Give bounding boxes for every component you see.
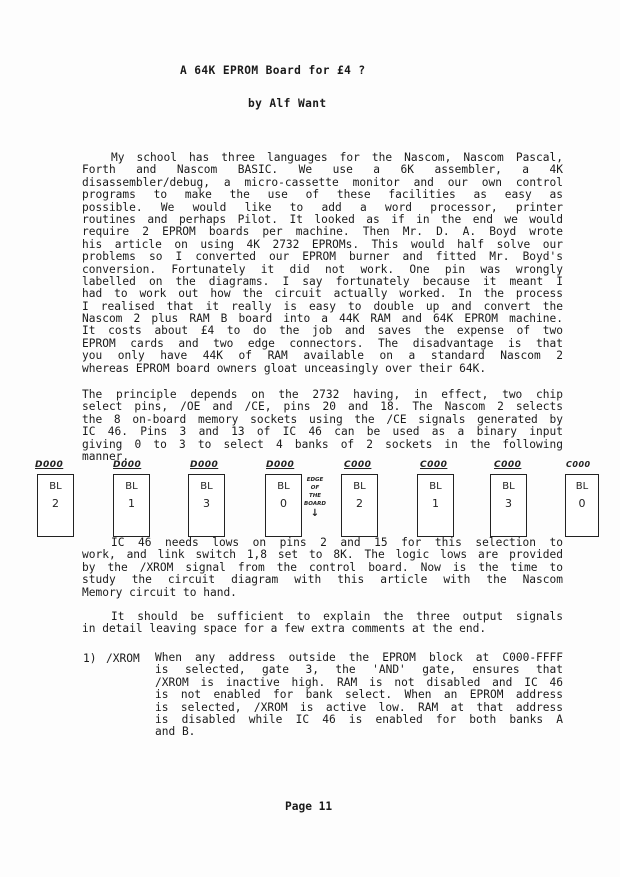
text-line: programs to make the use of these facilities as easy as (82, 188, 563, 202)
text-line: conversion. Fortunately it did not work. One pin was wrongly (82, 262, 563, 276)
article-byline: by Alf Want (248, 97, 327, 110)
text-line: Memory circuit to hand. (82, 585, 237, 599)
text-line: possible. We would like to add a word processor, printer (82, 200, 563, 214)
text-line: is not enabled for bank select. When an EPROM address (155, 688, 563, 702)
text-line: My school has three languages for the Nascom, Nascom Pascal, (111, 151, 563, 164)
text-line: IC 46. Pins 3 and 13 of IC 46 can be used as a binary input (82, 425, 563, 439)
bank-number: 3 (203, 497, 210, 510)
chip-address-label: C000 (566, 460, 591, 469)
text-line: his article on using 4K 2732 EPROMs. This would half solve our (82, 237, 563, 251)
chip-address-label: C000 (344, 460, 372, 470)
bank-label: BL (49, 481, 62, 492)
eprom-socket (565, 474, 599, 537)
chip-address-label: D000 (113, 460, 142, 470)
text-line: is selected, gate 3, the 'AND' gate, ensures that (155, 663, 563, 677)
eprom-socket (265, 474, 302, 537)
chip-address-label: D000 (190, 460, 219, 470)
list-description (155, 652, 563, 739)
edge-note-line: BOARD (304, 501, 326, 507)
text-line: The principle depends on the 2732 having, in effect, two chip (82, 388, 563, 401)
paragraph-intro (82, 152, 563, 375)
chip-address-label: C000 (420, 460, 448, 470)
chip-address-label: C000 (494, 460, 522, 470)
text-line: labelled on the diagrams. I say fortunately because it meant I (82, 274, 563, 288)
text-line: Nascom 2 plus RAM B board into a 44K RAM and 64K EPROM machine. (82, 312, 563, 326)
eprom-socket (490, 474, 527, 537)
text-line: giving 0 to 3 to select 4 banks of 2 sockets in the following (82, 437, 563, 451)
text-line: by the /XROM signal from the control board. Now is the time to (82, 560, 563, 574)
text-line: work, and link switch 1,8 set to 8K. The logic lows are provided (82, 548, 563, 562)
bank-number: 3 (505, 497, 512, 510)
text-line: /XROM is inactive high. RAM is not disabled and IC 46 (155, 675, 563, 689)
text-line: problems so I converted our EPROM burner and fitted Mr. Boyd's (82, 250, 563, 264)
bank-label: BL (429, 481, 442, 492)
text-line: and B. (155, 725, 196, 739)
eprom-socket (417, 474, 454, 537)
text-line: the 8 on-board memory sockets using the /CE signals generated by (82, 412, 563, 426)
chip-address-label: D000 (266, 460, 295, 470)
text-line: disassembler/debug, a micro-cassette monitor and our own control (82, 175, 563, 189)
eprom-socket (113, 474, 150, 537)
bank-label: BL (502, 481, 515, 492)
bank-label: BL (353, 481, 366, 492)
bank-label: BL (125, 481, 138, 492)
text-line: is disabled while IC 46 is enabled for both banks A (155, 712, 563, 726)
text-line: select pins, /OE and /CE, pins 20 and 18. The Nascom 2 selects (82, 400, 563, 414)
text-line: I realised that it really is easy to double up and convert the (82, 299, 563, 313)
text-line: you only have 44K of RAM available on a standard Nascom 2 (82, 349, 563, 363)
bank-number: 2 (356, 497, 363, 510)
paragraph-explain (82, 611, 563, 636)
bank-number: 2 (52, 497, 59, 510)
text-line: It should be sufficient to explain the three output signals (111, 610, 563, 623)
text-line: EPROM cards and two edge connectors. The disadvantage is that (82, 336, 563, 350)
text-line: is selected, /XROM is active low. RAM at that address (155, 700, 563, 714)
eprom-socket (188, 474, 225, 537)
page-number: Page 11 (285, 800, 333, 813)
eprom-socket (37, 474, 74, 537)
bank-number: 1 (128, 497, 135, 510)
text-line: When any address outside the EPROM block at C000-FFFF (155, 651, 563, 664)
edge-note-line: OF (310, 485, 320, 491)
arrow-down-icon: ↓ (310, 508, 320, 519)
list-term: /XROM (106, 652, 140, 665)
text-line: It costs about £4 to do the job and saves the expense of two (82, 324, 563, 338)
eprom-socket-diagram (0, 460, 620, 542)
bank-label: BL (200, 481, 213, 492)
bank-number: 1 (432, 497, 439, 510)
text-line: routines and perhaps Pilot. It looked as if in the end we would (82, 212, 563, 226)
text-line: require 2 EPROM boards per machine. Then Mr. D. A. Boyd wrote (82, 225, 563, 239)
text-line: study the circuit diagram with this article with the Nascom (82, 573, 563, 587)
eprom-socket (341, 474, 378, 537)
bank-number: 0 (280, 497, 287, 510)
bank-label: BL (277, 481, 290, 492)
text-line: manner. (82, 449, 130, 463)
bank-label: BL (575, 481, 589, 492)
text-line: in detail leaving space for a few extra comments at the end. (82, 622, 487, 636)
edge-of-board-note (304, 476, 326, 520)
paragraph-ic46 (82, 537, 563, 599)
paragraph-principle (82, 389, 563, 463)
bank-number: 0 (578, 497, 586, 510)
text-line: had to work out how the circuit actually worked. In the process (82, 287, 563, 301)
text-line: whereas EPROM board owners gloat unceasingly over their 64K. (82, 361, 487, 375)
text-line: IC 46 needs lows on pins 2 and 15 for this selection to (111, 536, 563, 549)
edge-note-line: EDGE (306, 477, 324, 483)
edge-note-line: THE (308, 493, 322, 499)
article-title: A 64K EPROM Board for £4 ? (180, 64, 366, 77)
list-number: 1) (83, 652, 97, 665)
chip-address-label: D000 (35, 460, 64, 470)
text-line: Forth and Nascom BASIC. We use a 6K assembler, a 4K (82, 163, 563, 177)
